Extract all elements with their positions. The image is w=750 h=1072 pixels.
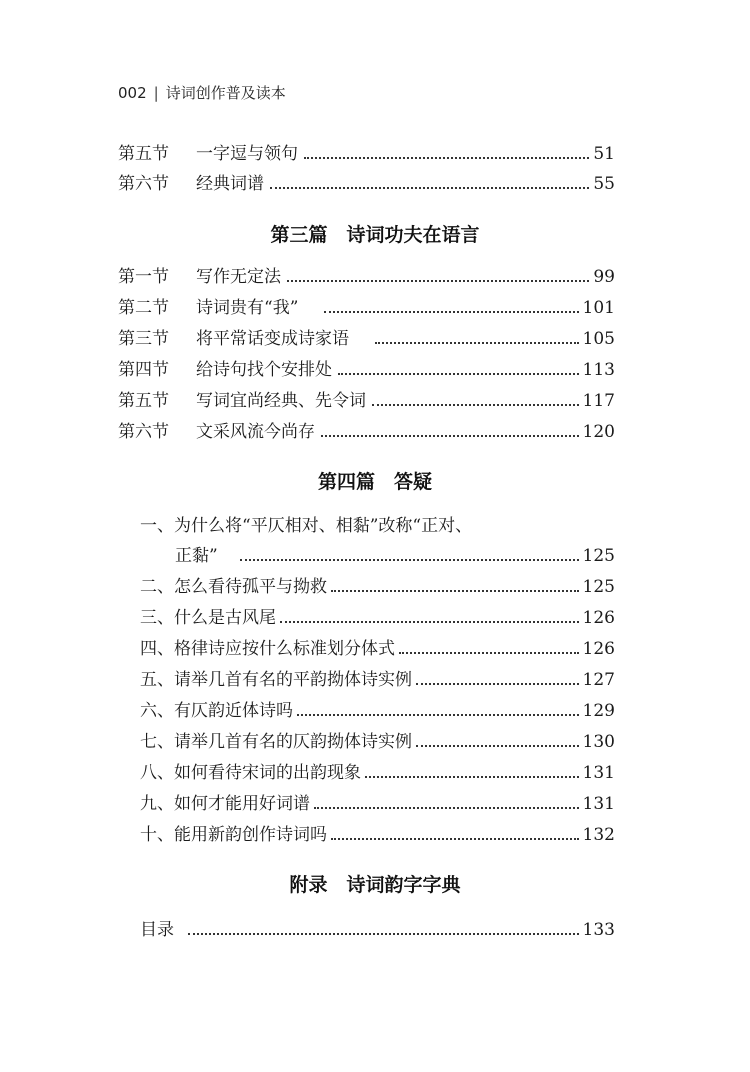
header-book-title: 诗词创作普及读本 — [165, 84, 286, 102]
dot-leader — [338, 373, 579, 375]
toc-entry-page: 101 — [582, 298, 615, 318]
toc-entry-page: 51 — [593, 144, 615, 164]
toc-entry-title: 三、什么是古风尾 — [140, 608, 276, 628]
toc-entry-number: 第六节 — [118, 422, 169, 442]
dot-leader — [287, 280, 589, 282]
dot-leader — [399, 652, 579, 654]
dot-leader — [375, 342, 579, 344]
toc-entry-page: 131 — [582, 794, 615, 814]
toc-entry-page: 131 — [582, 763, 615, 783]
toc-entry[interactable] — [140, 821, 615, 849]
dot-leader — [280, 621, 579, 623]
toc-entry-number: 第三节 — [118, 329, 169, 349]
toc-entry-number: 第五节 — [118, 391, 169, 411]
toc-entry[interactable] — [118, 356, 615, 384]
toc-entry[interactable] — [140, 573, 615, 601]
toc-entry-page: 126 — [582, 639, 615, 659]
toc-entry-number: 第一节 — [118, 267, 169, 287]
toc-entry-title-line2: 正黏” — [175, 546, 218, 566]
toc-entry-page: 127 — [582, 670, 615, 690]
toc-entry-title: 五、请举几首有名的平韵拗体诗实例 — [140, 670, 412, 690]
toc-entry[interactable] — [118, 294, 615, 322]
toc-entry[interactable] — [175, 542, 615, 570]
toc-entry[interactable] — [140, 635, 615, 663]
running-header — [118, 82, 286, 103]
toc-entry-title: 一字逗与领句 — [196, 144, 298, 164]
dot-leader — [365, 776, 579, 778]
toc-entry-page: 55 — [593, 174, 615, 194]
dot-leader — [331, 838, 579, 840]
header-page-number: 002 — [118, 83, 147, 102]
toc-entry-number: 第四节 — [118, 360, 169, 380]
toc-entry-page: 125 — [582, 577, 615, 597]
toc-entry-title: 十、能用新韵创作诗词吗 — [140, 825, 327, 845]
toc-entry[interactable] — [140, 728, 615, 756]
toc-entry[interactable] — [140, 666, 615, 694]
toc-entry-number: 第六节 — [118, 174, 169, 194]
toc-entry-title: 六、有仄韵近体诗吗 — [140, 701, 293, 721]
toc-entry[interactable] — [118, 325, 615, 353]
toc-entry-page: 133 — [582, 920, 615, 940]
toc-entry-title: 七、请举几首有名的仄韵拗体诗实例 — [140, 732, 412, 752]
dot-leader — [324, 311, 578, 313]
toc-entry[interactable] — [140, 790, 615, 818]
toc-entry[interactable] — [118, 387, 615, 415]
appendix-heading: 附录 诗词韵字字典 — [289, 874, 461, 896]
dot-leader — [314, 807, 579, 809]
toc-entry-page: 105 — [582, 329, 615, 349]
toc-entry[interactable] — [118, 140, 615, 168]
toc-entry-page: 126 — [582, 608, 615, 628]
toc-entry-page: 132 — [582, 825, 615, 845]
toc-entry[interactable] — [140, 759, 615, 787]
toc-entry-page: 120 — [582, 422, 615, 442]
dot-leader — [372, 404, 579, 406]
toc-entry-title: 九、如何才能用好词谱 — [140, 794, 310, 814]
toc-entry-title: 写词宜尚经典、先令词 — [196, 391, 366, 411]
dot-leader — [270, 187, 589, 189]
toc-entry-number: 第五节 — [118, 144, 169, 164]
toc-entry-title: 写作无定法 — [196, 267, 281, 287]
toc-entry-title: 文采风流今尚存 — [196, 422, 315, 442]
toc-entry[interactable] — [140, 604, 615, 632]
toc-entry[interactable] — [140, 697, 615, 725]
toc-entry-title-line1[interactable]: 一、为什么将“平仄相对、相黏”改称“正对、 — [140, 516, 473, 536]
toc-entry[interactable] — [118, 170, 615, 198]
toc-entry-page: 113 — [582, 360, 615, 380]
toc-entry-number: 第二节 — [118, 298, 169, 318]
dot-leader — [297, 714, 579, 716]
toc-entry[interactable] — [118, 418, 615, 446]
toc-entry-page: 129 — [582, 701, 615, 721]
toc-entry-title: 二、怎么看待孤平与拗救 — [140, 577, 327, 597]
dot-leader — [240, 559, 579, 561]
dot-leader — [331, 590, 579, 592]
dot-leader — [321, 435, 579, 437]
toc-entry-title: 给诗句找个安排处 — [196, 360, 332, 380]
toc-entry-title: 将平常话变成诗家语 — [196, 329, 349, 349]
header-separator: | — [153, 83, 159, 102]
toc-entry-title: 诗词贵有“我” — [196, 298, 299, 318]
toc-entry-title: 四、格律诗应按什么标准划分体式 — [140, 639, 395, 659]
toc-entry-page: 125 — [582, 546, 615, 566]
dot-leader — [304, 157, 589, 159]
toc-entry-title: 目录 — [140, 920, 174, 940]
dot-leader — [188, 933, 579, 935]
part4-heading: 第四篇 答疑 — [317, 471, 432, 493]
dot-leader — [416, 745, 579, 747]
part3-heading: 第三篇 诗词功夫在语言 — [270, 224, 480, 246]
toc-entry[interactable] — [118, 263, 615, 291]
toc-entry-title: 八、如何看待宋词的出韵现象 — [140, 763, 361, 783]
toc-entry-page: 117 — [582, 391, 615, 411]
toc-entry-page: 99 — [593, 267, 615, 287]
toc-entry-page: 130 — [582, 732, 615, 752]
dot-leader — [416, 683, 579, 685]
toc-entry-title: 经典词谱 — [196, 174, 264, 194]
toc-entry[interactable] — [140, 916, 615, 944]
